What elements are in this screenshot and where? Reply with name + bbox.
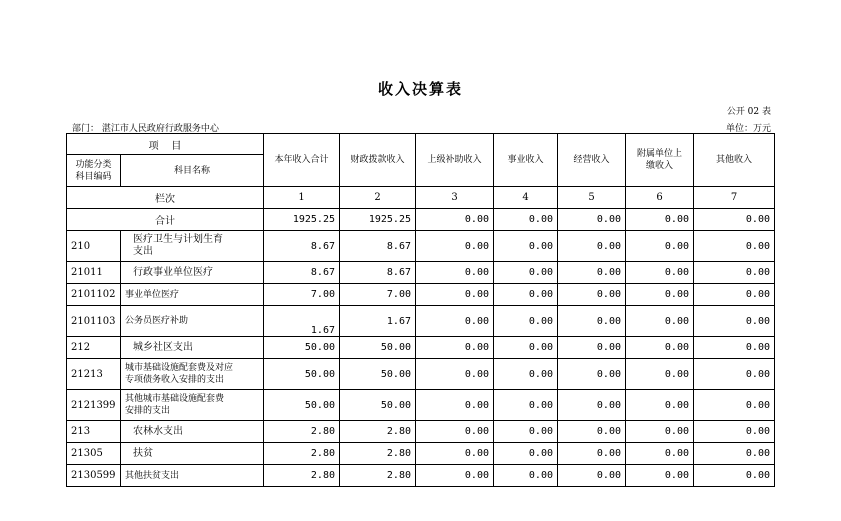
row-value: 0.00: [416, 262, 494, 284]
row-value: 0.00: [626, 359, 694, 390]
row-name: 城市基础设施配套费及对应 专项债务收入安排的支出: [121, 359, 264, 390]
col-number-4: 4: [494, 187, 558, 209]
row-code: 21305: [67, 443, 121, 465]
row-name: 扶贫: [121, 443, 264, 465]
row-value: 0.00: [494, 231, 558, 262]
row-value: 0.00: [416, 337, 494, 359]
row-value: 0.00: [558, 359, 626, 390]
total-value: 0.00: [558, 209, 626, 231]
row-value: 0.00: [494, 443, 558, 465]
row-value: 50.00: [340, 390, 416, 421]
row-value: 0.00: [494, 337, 558, 359]
col-number-2: 2: [340, 187, 416, 209]
row-value: 0.00: [558, 231, 626, 262]
row-value: 2.80: [264, 421, 340, 443]
table-row: [67, 306, 775, 337]
total-value: 1925.25: [340, 209, 416, 231]
row-value: 0.00: [626, 465, 694, 487]
row-code: 2101103: [67, 306, 121, 337]
table-row: [67, 284, 775, 306]
row-value: 50.00: [340, 337, 416, 359]
row-value: 2.80: [340, 443, 416, 465]
row-value: 0.00: [626, 443, 694, 465]
total-row: [67, 209, 775, 231]
row-value: 0.00: [416, 359, 494, 390]
table-row: [67, 443, 775, 465]
row-value: 0.00: [558, 337, 626, 359]
col-number-1: 1: [264, 187, 340, 209]
row-value: 0.00: [494, 359, 558, 390]
row-name: 事业单位医疗: [121, 284, 264, 306]
row-code: 2121399: [67, 390, 121, 421]
col-header-5: 经营收入: [558, 134, 626, 187]
row-value: 2.80: [340, 421, 416, 443]
row-value: 0.00: [694, 284, 775, 306]
row-value: 8.67: [264, 231, 340, 262]
col-header-2: 财政拨款收入: [340, 134, 416, 187]
total-value: 0.00: [494, 209, 558, 231]
row-value: 0.00: [416, 306, 494, 337]
row-code: 213: [67, 421, 121, 443]
row-value: 50.00: [340, 359, 416, 390]
department-label: 部门：: [72, 124, 100, 134]
total-label: 合计: [67, 209, 264, 231]
total-value: 0.00: [626, 209, 694, 231]
table-row: [67, 337, 775, 359]
row-name: 其他城市基础设施配套费 安排的支出: [121, 390, 264, 421]
row-value: 2.80: [340, 465, 416, 487]
func-code-header: 功能分类 科目编码: [67, 155, 121, 187]
row-code: 21213: [67, 359, 121, 390]
row-value: 0.00: [416, 443, 494, 465]
total-value: 0.00: [694, 209, 775, 231]
row-code: 2130599: [67, 465, 121, 487]
row-value: 0.00: [558, 443, 626, 465]
row-value: 0.00: [626, 231, 694, 262]
row-value: 0.00: [626, 337, 694, 359]
row-value: 0.00: [626, 306, 694, 337]
row-value: 0.00: [416, 465, 494, 487]
col-header-4: 事业收入: [494, 134, 558, 187]
row-value: 0.00: [416, 231, 494, 262]
row-value: 2.80: [264, 443, 340, 465]
department-name: 湛江市人民政府行政服务中心: [101, 124, 219, 134]
row-value: 0.00: [558, 262, 626, 284]
row-value: 0.00: [694, 421, 775, 443]
row-value: 0.00: [494, 390, 558, 421]
table-row: [67, 231, 775, 262]
page-title: 收入决算表: [377, 80, 463, 98]
col-header-7: 其他收入: [694, 134, 775, 187]
row-value: 0.00: [558, 465, 626, 487]
col-header-1: 本年收入合计: [264, 134, 340, 187]
income-table: [66, 133, 775, 487]
col-header-3: 上级补助收入: [416, 134, 494, 187]
row-value: 1.67: [264, 306, 340, 337]
row-value: 7.00: [340, 284, 416, 306]
row-code: 21011: [67, 262, 121, 284]
row-value: 0.00: [558, 390, 626, 421]
row-value: 0.00: [416, 390, 494, 421]
row-code: 210: [67, 231, 121, 262]
row-value: 0.00: [694, 465, 775, 487]
row-value: 0.00: [494, 421, 558, 443]
form-number: 公开 02 表: [726, 107, 771, 117]
row-value: 0.00: [558, 306, 626, 337]
table-row: [67, 421, 775, 443]
row-name: 其他扶贫支出: [121, 465, 264, 487]
subject-name-header: 科目名称: [121, 155, 264, 187]
row-value: 2.80: [264, 465, 340, 487]
row-value: 50.00: [264, 390, 340, 421]
row-value: 7.00: [264, 284, 340, 306]
row-value: 0.00: [626, 390, 694, 421]
row-code: 212: [67, 337, 121, 359]
row-value: 0.00: [694, 359, 775, 390]
row-name: 城乡社区支出: [121, 337, 264, 359]
row-value: 50.00: [264, 337, 340, 359]
row-value: 1.67: [340, 306, 416, 337]
table-row: [67, 465, 775, 487]
row-value: 0.00: [558, 284, 626, 306]
row-name: 公务员医疗补助: [121, 306, 264, 337]
row-value: 0.00: [626, 421, 694, 443]
table-row: [67, 262, 775, 284]
row-value: 0.00: [558, 421, 626, 443]
row-name: 行政事业单位医疗: [121, 262, 264, 284]
row-value: 0.00: [416, 284, 494, 306]
row-value: 0.00: [694, 262, 775, 284]
row-value: 0.00: [694, 231, 775, 262]
row-value: 8.67: [340, 262, 416, 284]
row-value: 0.00: [494, 262, 558, 284]
item-header: 项 目: [67, 134, 264, 155]
col-number-3: 3: [416, 187, 494, 209]
row-number-label: 栏次: [67, 187, 264, 209]
col-header-6: 附属单位上 缴收入: [626, 134, 694, 187]
row-value: 0.00: [416, 421, 494, 443]
row-value: 0.00: [494, 306, 558, 337]
col-number-7: 7: [694, 187, 775, 209]
row-value: 0.00: [694, 337, 775, 359]
col-number-6: 6: [626, 187, 694, 209]
row-name: 农林水支出: [121, 421, 264, 443]
row-value: 50.00: [264, 359, 340, 390]
row-value: 0.00: [694, 443, 775, 465]
row-value: 0.00: [626, 284, 694, 306]
row-name: 医疗卫生与计划生育 支出: [121, 231, 264, 262]
total-value: 1925.25: [264, 209, 340, 231]
row-value: 0.00: [626, 262, 694, 284]
row-value: 8.67: [340, 231, 416, 262]
row-code: 2101102: [67, 284, 121, 306]
row-value: 0.00: [494, 465, 558, 487]
row-value: 0.00: [694, 390, 775, 421]
total-value: 0.00: [416, 209, 494, 231]
row-value: 0.00: [694, 306, 775, 337]
row-value: 0.00: [494, 284, 558, 306]
table-row: [67, 359, 775, 390]
col-number-5: 5: [558, 187, 626, 209]
unit-label: 单位：万元: [725, 124, 771, 134]
table-row: [67, 390, 775, 421]
row-value: 8.67: [264, 262, 340, 284]
